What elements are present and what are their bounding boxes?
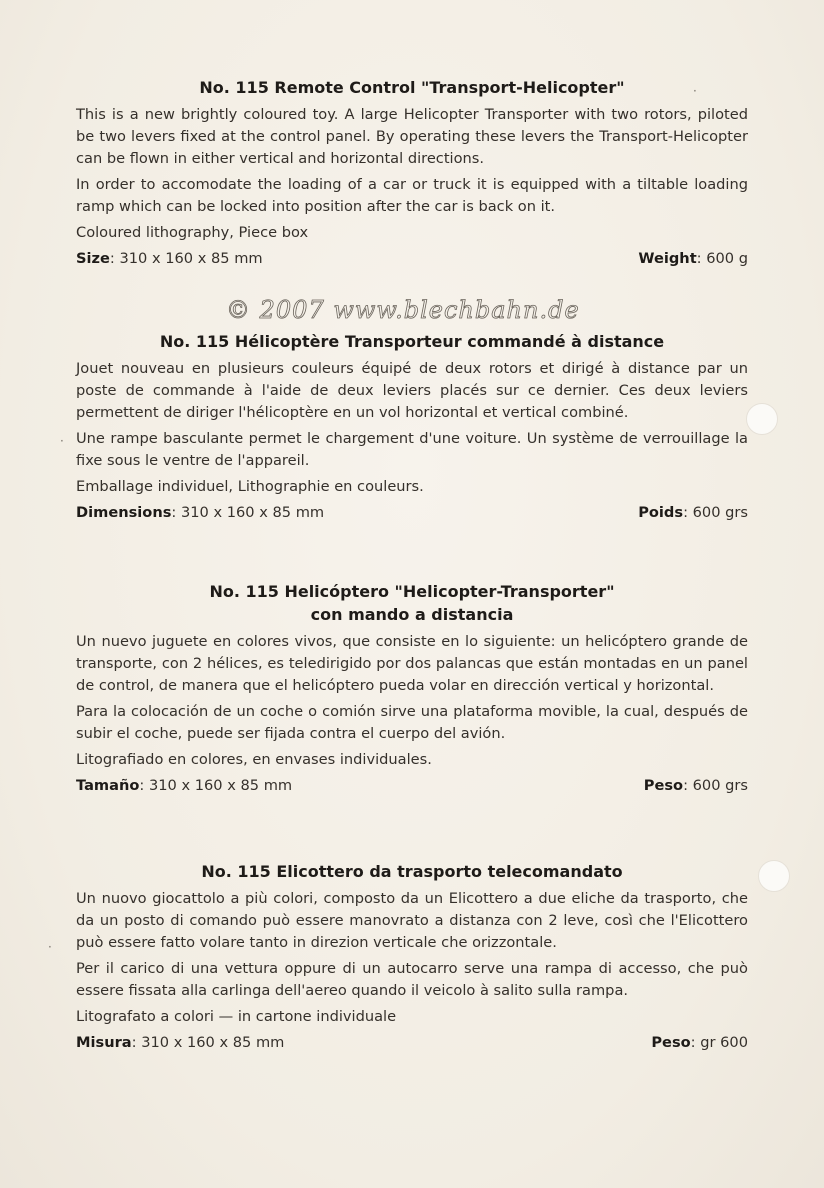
description-paragraph: This is a new brightly coloured toy. A large Helicopter Transporter with two rotors, piloted be two levers fixed at the control panel. By operating these levers the Transport-Helicopter can be flown in either vertical and horizontal directions. bbox=[76, 106, 748, 167]
description-paragraph: Jouet nouveau en plusieurs couleurs équipé de deux rotors et dirigé à distance par un poste de commande à l'aide de deux leviers placés sur ce dernier. Ces deux leviers permettent de diriger l'hélicoptère en un vol horizontal et vertical combiné. bbox=[76, 360, 748, 421]
description-paragraph: Une rampe basculante permet le chargement d'une voiture. Un système de verrouillage la fixe sous le ventre de l'appareil. bbox=[76, 430, 748, 469]
description-paragraph: Un nuevo juguete en colores vivos, que consiste en lo siguiente: un helicóptero grande de transporte, con 2 hélices, es teledirigido por dos palancas que están montadas en un panel de control, de manera que el helicóptero pueda volar en dirección vertical y horizontal. bbox=[76, 633, 748, 694]
packaging-paragraph: Coloured lithography, Piece box bbox=[76, 224, 309, 241]
spec-size: Misura: 310 x 160 x 85 mm bbox=[76, 1034, 285, 1051]
spec-row bbox=[76, 248, 748, 270]
section-english bbox=[76, 76, 748, 270]
spec-weight: Peso: gr 600 bbox=[651, 1034, 748, 1051]
paper-speck: · bbox=[693, 84, 697, 98]
spec-size: Dimensions: 310 x 160 x 85 mm bbox=[76, 504, 325, 521]
packaging-paragraph: Litografiado en colores, en envases individuales. bbox=[76, 751, 432, 768]
section-italian bbox=[76, 860, 748, 1054]
copyright-watermark: © 2007 www.blechbahn.de bbox=[226, 296, 580, 324]
packaging-paragraph: Emballage individuel, Lithographie en couleurs. bbox=[76, 478, 424, 495]
spec-weight: Weight: 600 g bbox=[638, 250, 748, 267]
punch-hole bbox=[746, 403, 778, 435]
section-title: No. 115 Hélicoptère Transporteur commandé à distance bbox=[159, 332, 665, 351]
punch-hole bbox=[758, 860, 790, 892]
description-paragraph: In order to accomodate the loading of a car or truck it is equipped with a tiltable loading ramp which can be locked into position after the car is back on it. bbox=[76, 176, 748, 215]
spec-size: Size: 310 x 160 x 85 mm bbox=[76, 250, 263, 267]
description-paragraph: Per il carico di una vettura oppure di un autocarro serve una rampa di accesso, che può essere fissata alla carlinga dell'aereo quando il veicolo à salito sulla rampa. bbox=[76, 960, 748, 999]
paper-speck: · bbox=[48, 940, 52, 954]
spec-weight: Poids: 600 grs bbox=[638, 504, 748, 521]
section-title-line-2: con mando a distancia bbox=[310, 605, 514, 624]
section-title: No. 115 Helicóptero "Helicopter-Transporter" bbox=[209, 582, 615, 601]
spec-row bbox=[76, 502, 748, 524]
section-spanish bbox=[76, 580, 748, 797]
spec-size: Tamaño: 310 x 160 x 85 mm bbox=[76, 777, 293, 794]
spec-weight: Peso: 600 grs bbox=[643, 777, 748, 794]
packaging-paragraph: Litografato a colori — in cartone individuale bbox=[76, 1008, 397, 1025]
section-french bbox=[76, 330, 748, 524]
paper-speck: · bbox=[60, 434, 64, 448]
section-title: No. 115 Remote Control "Transport-Helicopter" bbox=[199, 78, 625, 97]
section-title: No. 115 Elicottero da trasporto telecomandato bbox=[201, 862, 623, 881]
description-paragraph: Para la colocación de un coche o comión sirve una plataforma movible, la cual, después de subir el coche, puede ser fijada contra el cuerpo del avión. bbox=[76, 703, 748, 742]
spec-row bbox=[76, 775, 748, 797]
description-paragraph: Un nuovo giocattolo a più colori, composto da un Elicottero a due eliche da trasporto, che da un posto di comando può essere manovrato a distanza con 2 leve, così che l'Elicottero può essere fatto volare tanto in direzion verticale che orizzontale. bbox=[76, 890, 748, 951]
spec-row bbox=[76, 1032, 748, 1054]
